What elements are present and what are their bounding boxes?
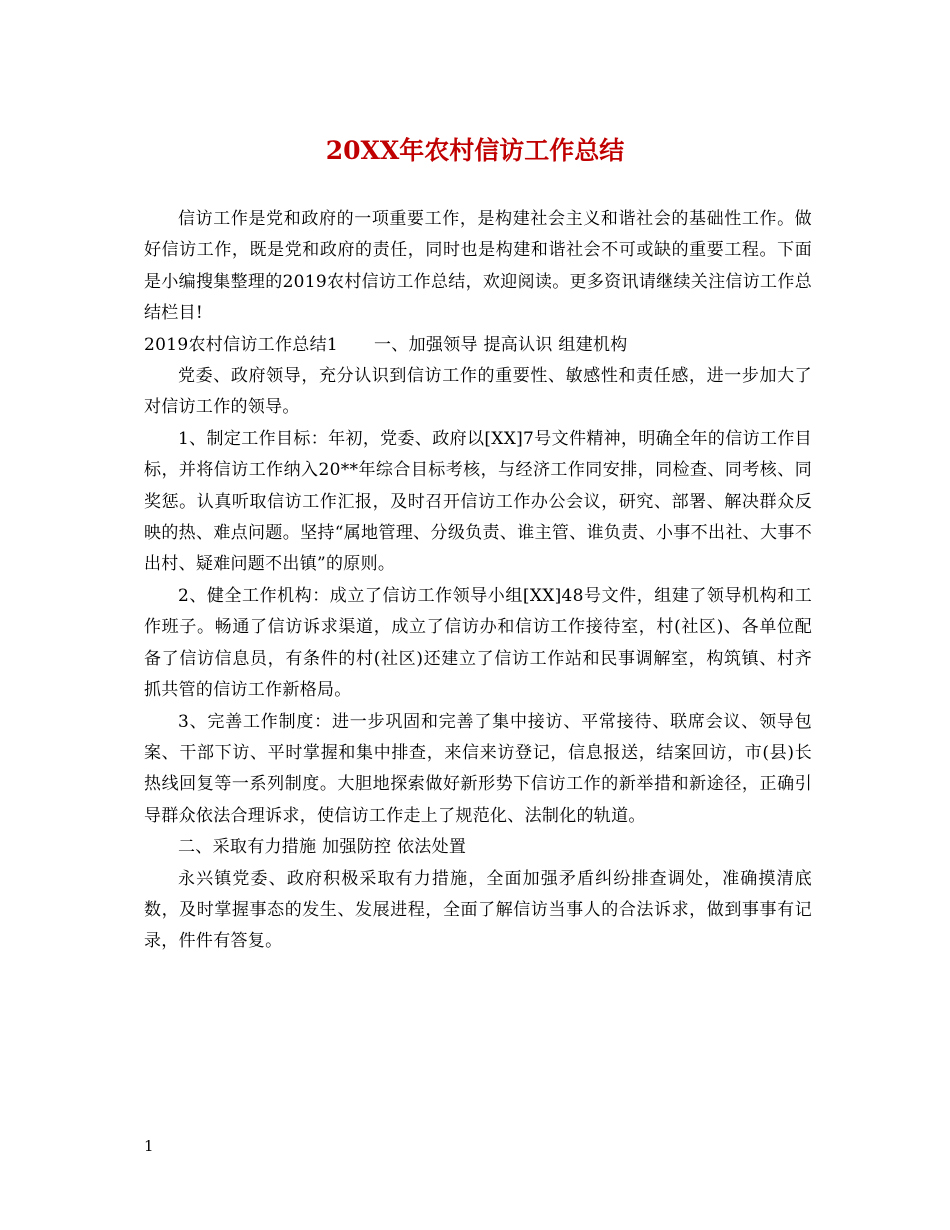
intro-paragraph: 信访工作是党和政府的一项重要工作，是构建社会主义和谐社会的基础性工作。做好信访工作，既是党和政府的责任，同时也是构建和谐社会不可或缺的重要工程。下面是小编搜集整理的2019农村信访工作总结，欢迎阅读。更多资讯请继续关注信访工作总结栏目! (144, 209, 812, 324)
document-title: 20XX年农村信访工作总结 (325, 136, 625, 165)
section1-heading: 一、加强领导 提高认识 组建机构 (373, 334, 628, 355)
subtitle: 2019农村信访工作总结1 (144, 334, 338, 355)
item1-paragraph: 1、制定工作目标：年初，党委、政府以[XX]7号文件精神，明确全年的信访工作目标，并将信访工作纳入20**年综合目标考核，与经济工作同安排，同检查、同考核、同奖惩。认真听取信访工作汇报，及时召开信访工作办公会议，研究、部署、解决群众反映的热、难点问题。坚持“属地管理、分级负责、谁主管、谁负责、小事不出社、大事不出村、疑难问题不出镇”的原则。 (144, 428, 812, 575)
subtitle-line (144, 330, 812, 361)
page-number: 1 (144, 1137, 154, 1155)
section1-intro-paragraph: 党委、政府领导，充分认识到信访工作的重要性、敏感性和责任感，进一步加大了对信访工作的领导。 (144, 366, 812, 418)
section2-paragraph: 永兴镇党委、政府积极采取有力措施，全面加强矛盾纠纷排查调处，准确摸清底数，及时掌握事态的发生、发展进程，全面了解信访当事人的合法诉求，做到事事有记录，件件有答复。 (144, 868, 812, 952)
document-body (144, 204, 812, 958)
section2-heading: 二、采取有力措施 加强防控 依法处置 (178, 837, 467, 858)
item2-paragraph: 2、健全工作机构：成立了信访工作领导小组[XX]48号文件，组建了领导机构和工作班子。畅通了信访诉求渠道，成立了信访办和信访工作接待室，村(社区)、各单位配备了信访信息员，有条件的村(社区)还建立了信访工作站和民事调解室，构筑镇、村齐抓共管的信访工作新格局。 (144, 585, 812, 701)
item3-paragraph: 3、完善工作制度：进一步巩固和完善了集中接访、平常接待、联席会议、领导包案、干部下访、平时掌握和集中排查，来信来访登记，信息报送，结案回访，市(县)长热线回复等一系列制度。大胆地探索做好新形势下信访工作的新举措和新途径，正确引导群众依法合理诉求，使信访工作走上了规范化、法制化的轨道。 (144, 711, 812, 826)
